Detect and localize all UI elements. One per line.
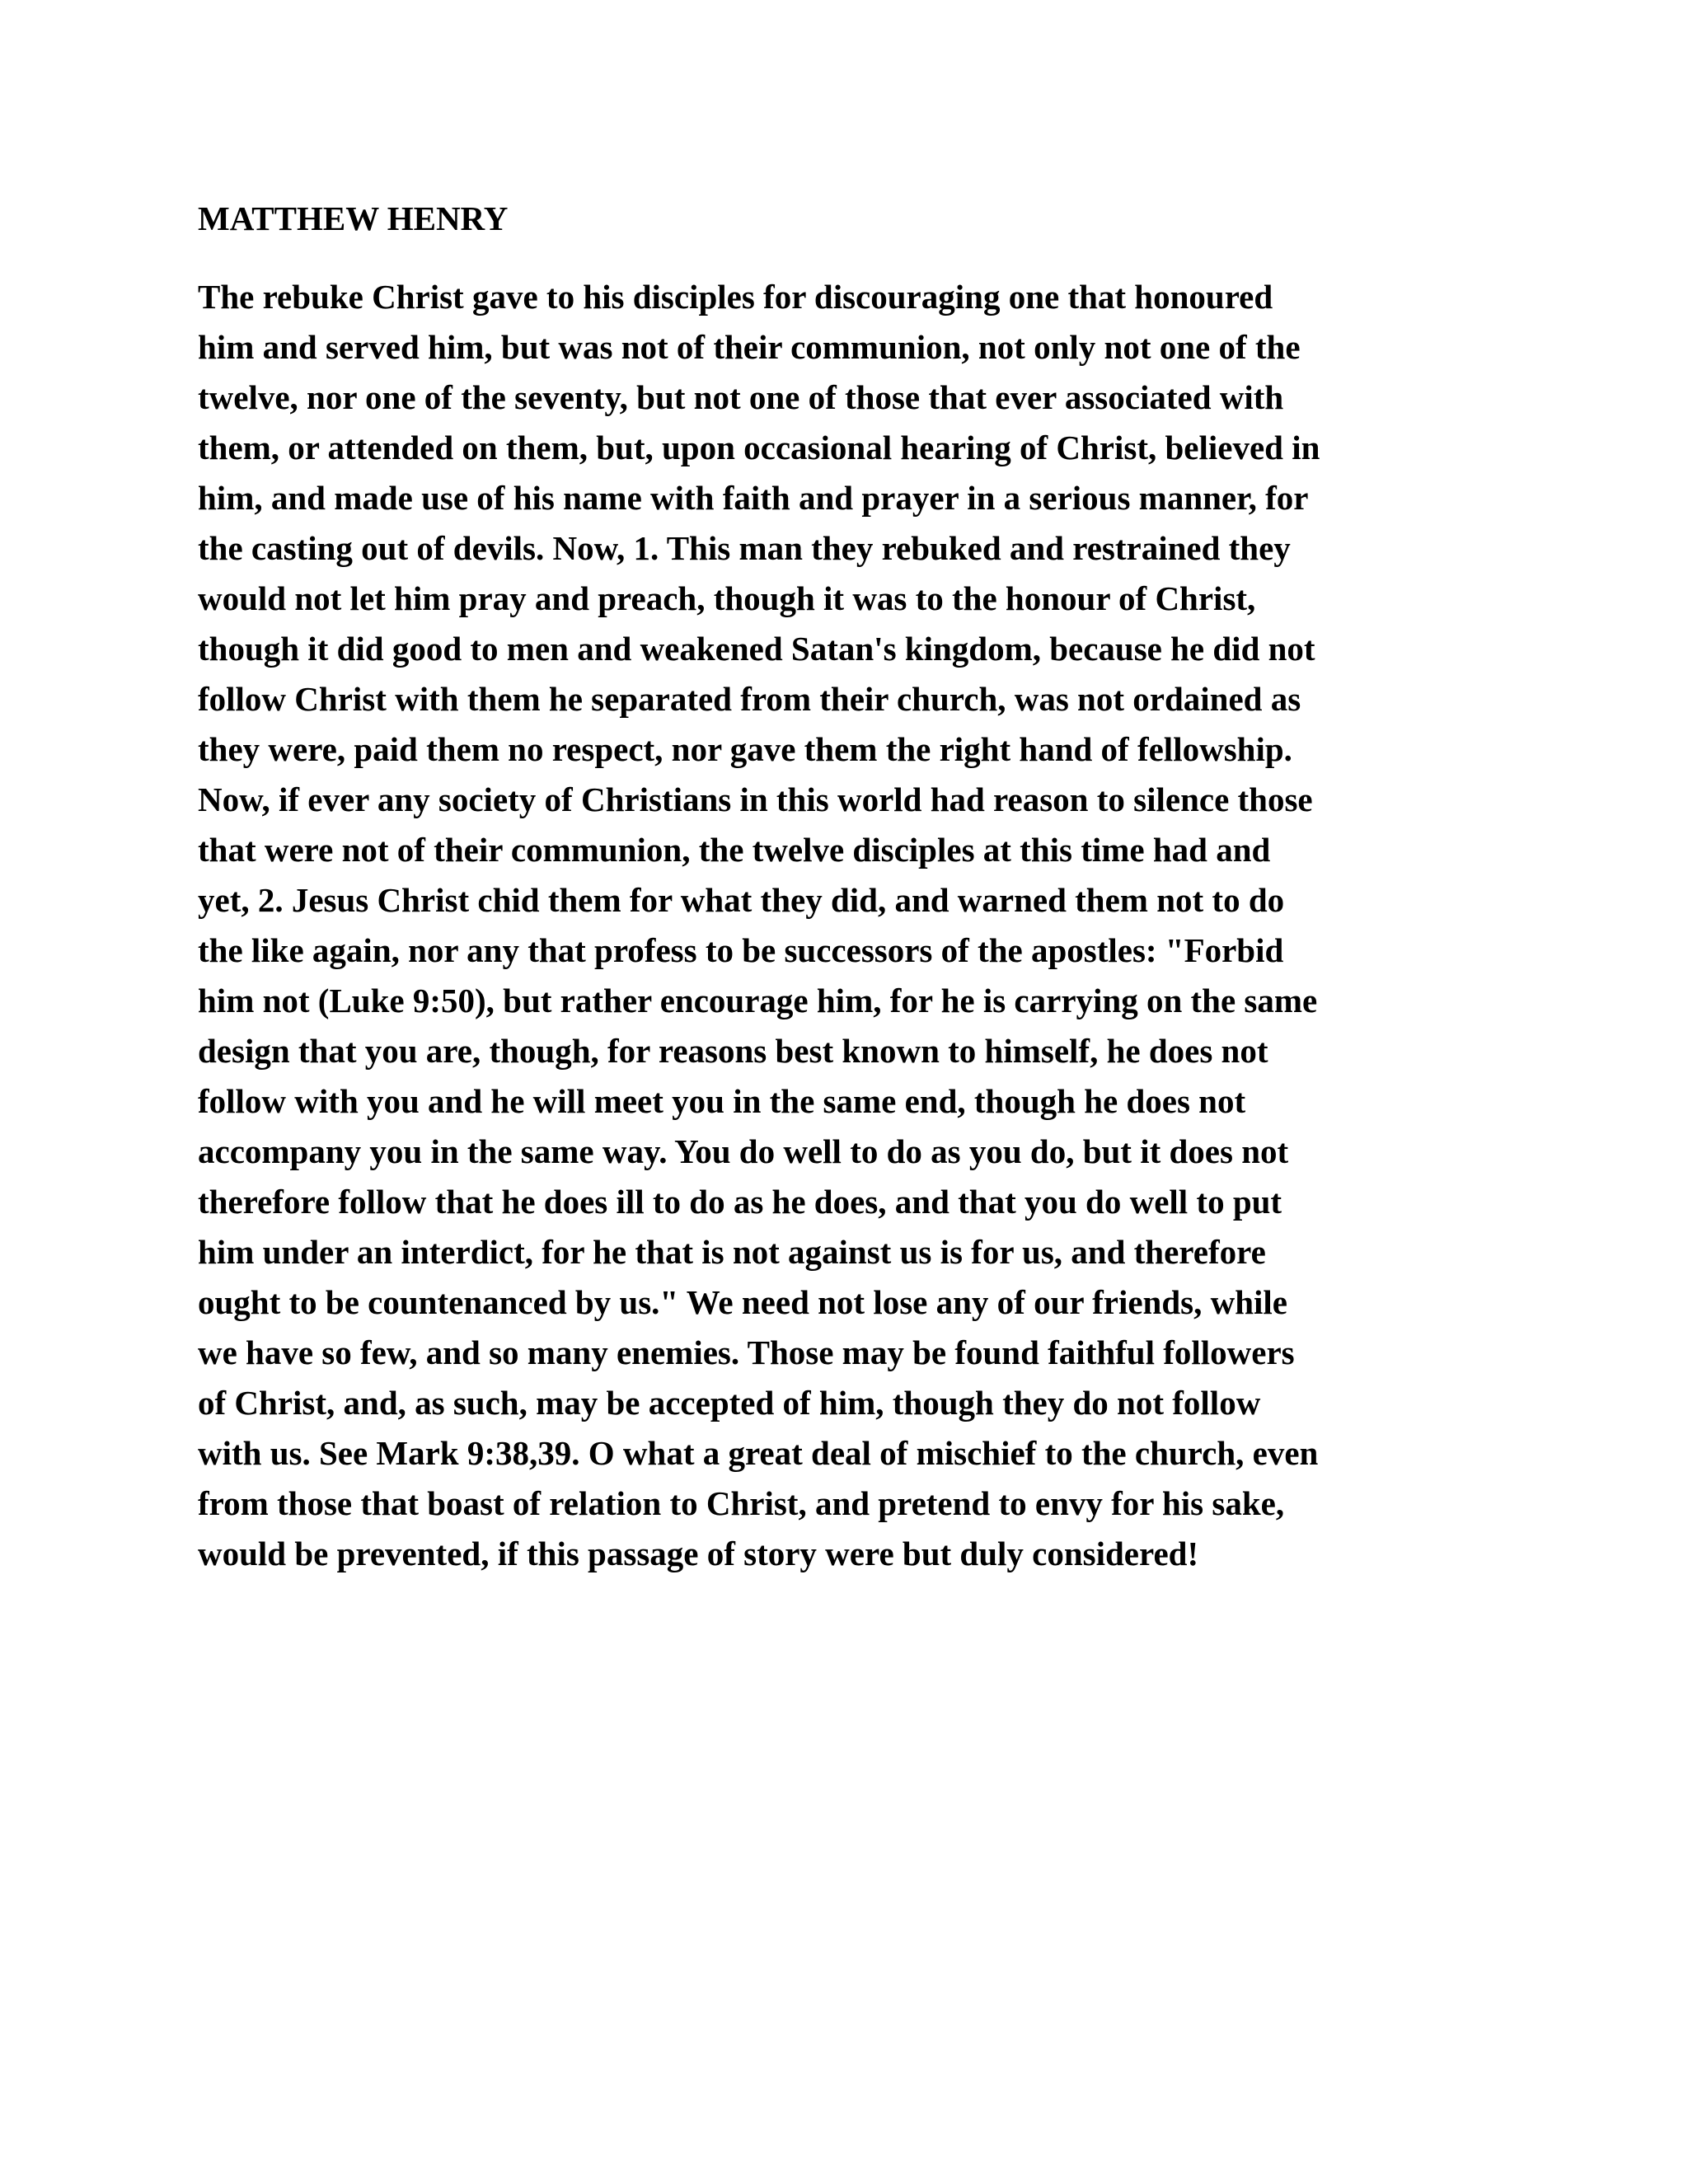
paragraph-line: design that you are, though, for reasons best known to himself, he does not [198,1032,1268,1070]
paragraph-line: that were not of their communion, the twelve disciples at this time had and [198,831,1271,869]
paragraph-line: him and served him, but was not of their communion, not only not one of the [198,328,1301,366]
paragraph-line: ought to be countenanced by us." We need not lose any of our friends, while [198,1283,1287,1321]
commentary-paragraph [198,272,1500,1579]
paragraph-line: him, and made use of his name with faith and prayer in a serious manner, for [198,479,1309,517]
paragraph-line: the casting out of devils. Now, 1. This man they rebuked and restrained they [198,529,1291,567]
paragraph-line: Now, if ever any society of Christians in this world had reason to silence those [198,780,1313,818]
paragraph-line: would not let him pray and preach, though it was to the honour of Christ, [198,579,1256,617]
paragraph-line: yet, 2. Jesus Christ chid them for what they did, and warned them not to do [198,881,1285,919]
paragraph-line: we have so few, and so many enemies. Those may be found faithful followers [198,1333,1295,1371]
paragraph-line: follow with you and he will meet you in the same end, though he does not [198,1082,1246,1120]
paragraph-line: The rebuke Christ gave to his disciples for discouraging one that honoured [198,278,1273,316]
paragraph-line: would be prevented, if this passage of story were but duly considered! [198,1535,1199,1572]
paragraph-line: from those that boast of relation to Christ, and pretend to envy for his sake, [198,1484,1285,1522]
paragraph-line: accompany you in the same way. You do well to do as you do, but it does not [198,1132,1289,1170]
paragraph-line: they were, paid them no respect, nor gave them the right hand of fellowship. [198,730,1292,768]
paragraph-line: follow Christ with them he separated from their church, was not ordained as [198,680,1301,718]
paragraph-line: them, or attended on them, but, upon occasional hearing of Christ, believed in [198,429,1320,466]
paragraph-line: though it did good to men and weakened Satan's kingdom, because he did not [198,630,1315,668]
paragraph-line: twelve, nor one of the seventy, but not one of those that ever associated with [198,378,1284,416]
paragraph-line: him under an interdict, for he that is not against us is for us, and therefore [198,1233,1266,1271]
paragraph-line: the like again, nor any that profess to be successors of the apostles: "Forbid [198,931,1284,969]
paragraph-line: of Christ, and, as such, may be accepted of him, though they do not follow [198,1384,1261,1422]
paragraph-line: him not (Luke 9:50), but rather encourage him, for he is carrying on the same [198,982,1318,1019]
document-heading: MATTHEW HENRY [198,199,509,237]
paragraph-line: with us. See Mark 9:38,39. O what a great deal of mischief to the church, even [198,1434,1319,1472]
paragraph-line: therefore follow that he does ill to do as he does, and that you do well to put [198,1183,1282,1221]
